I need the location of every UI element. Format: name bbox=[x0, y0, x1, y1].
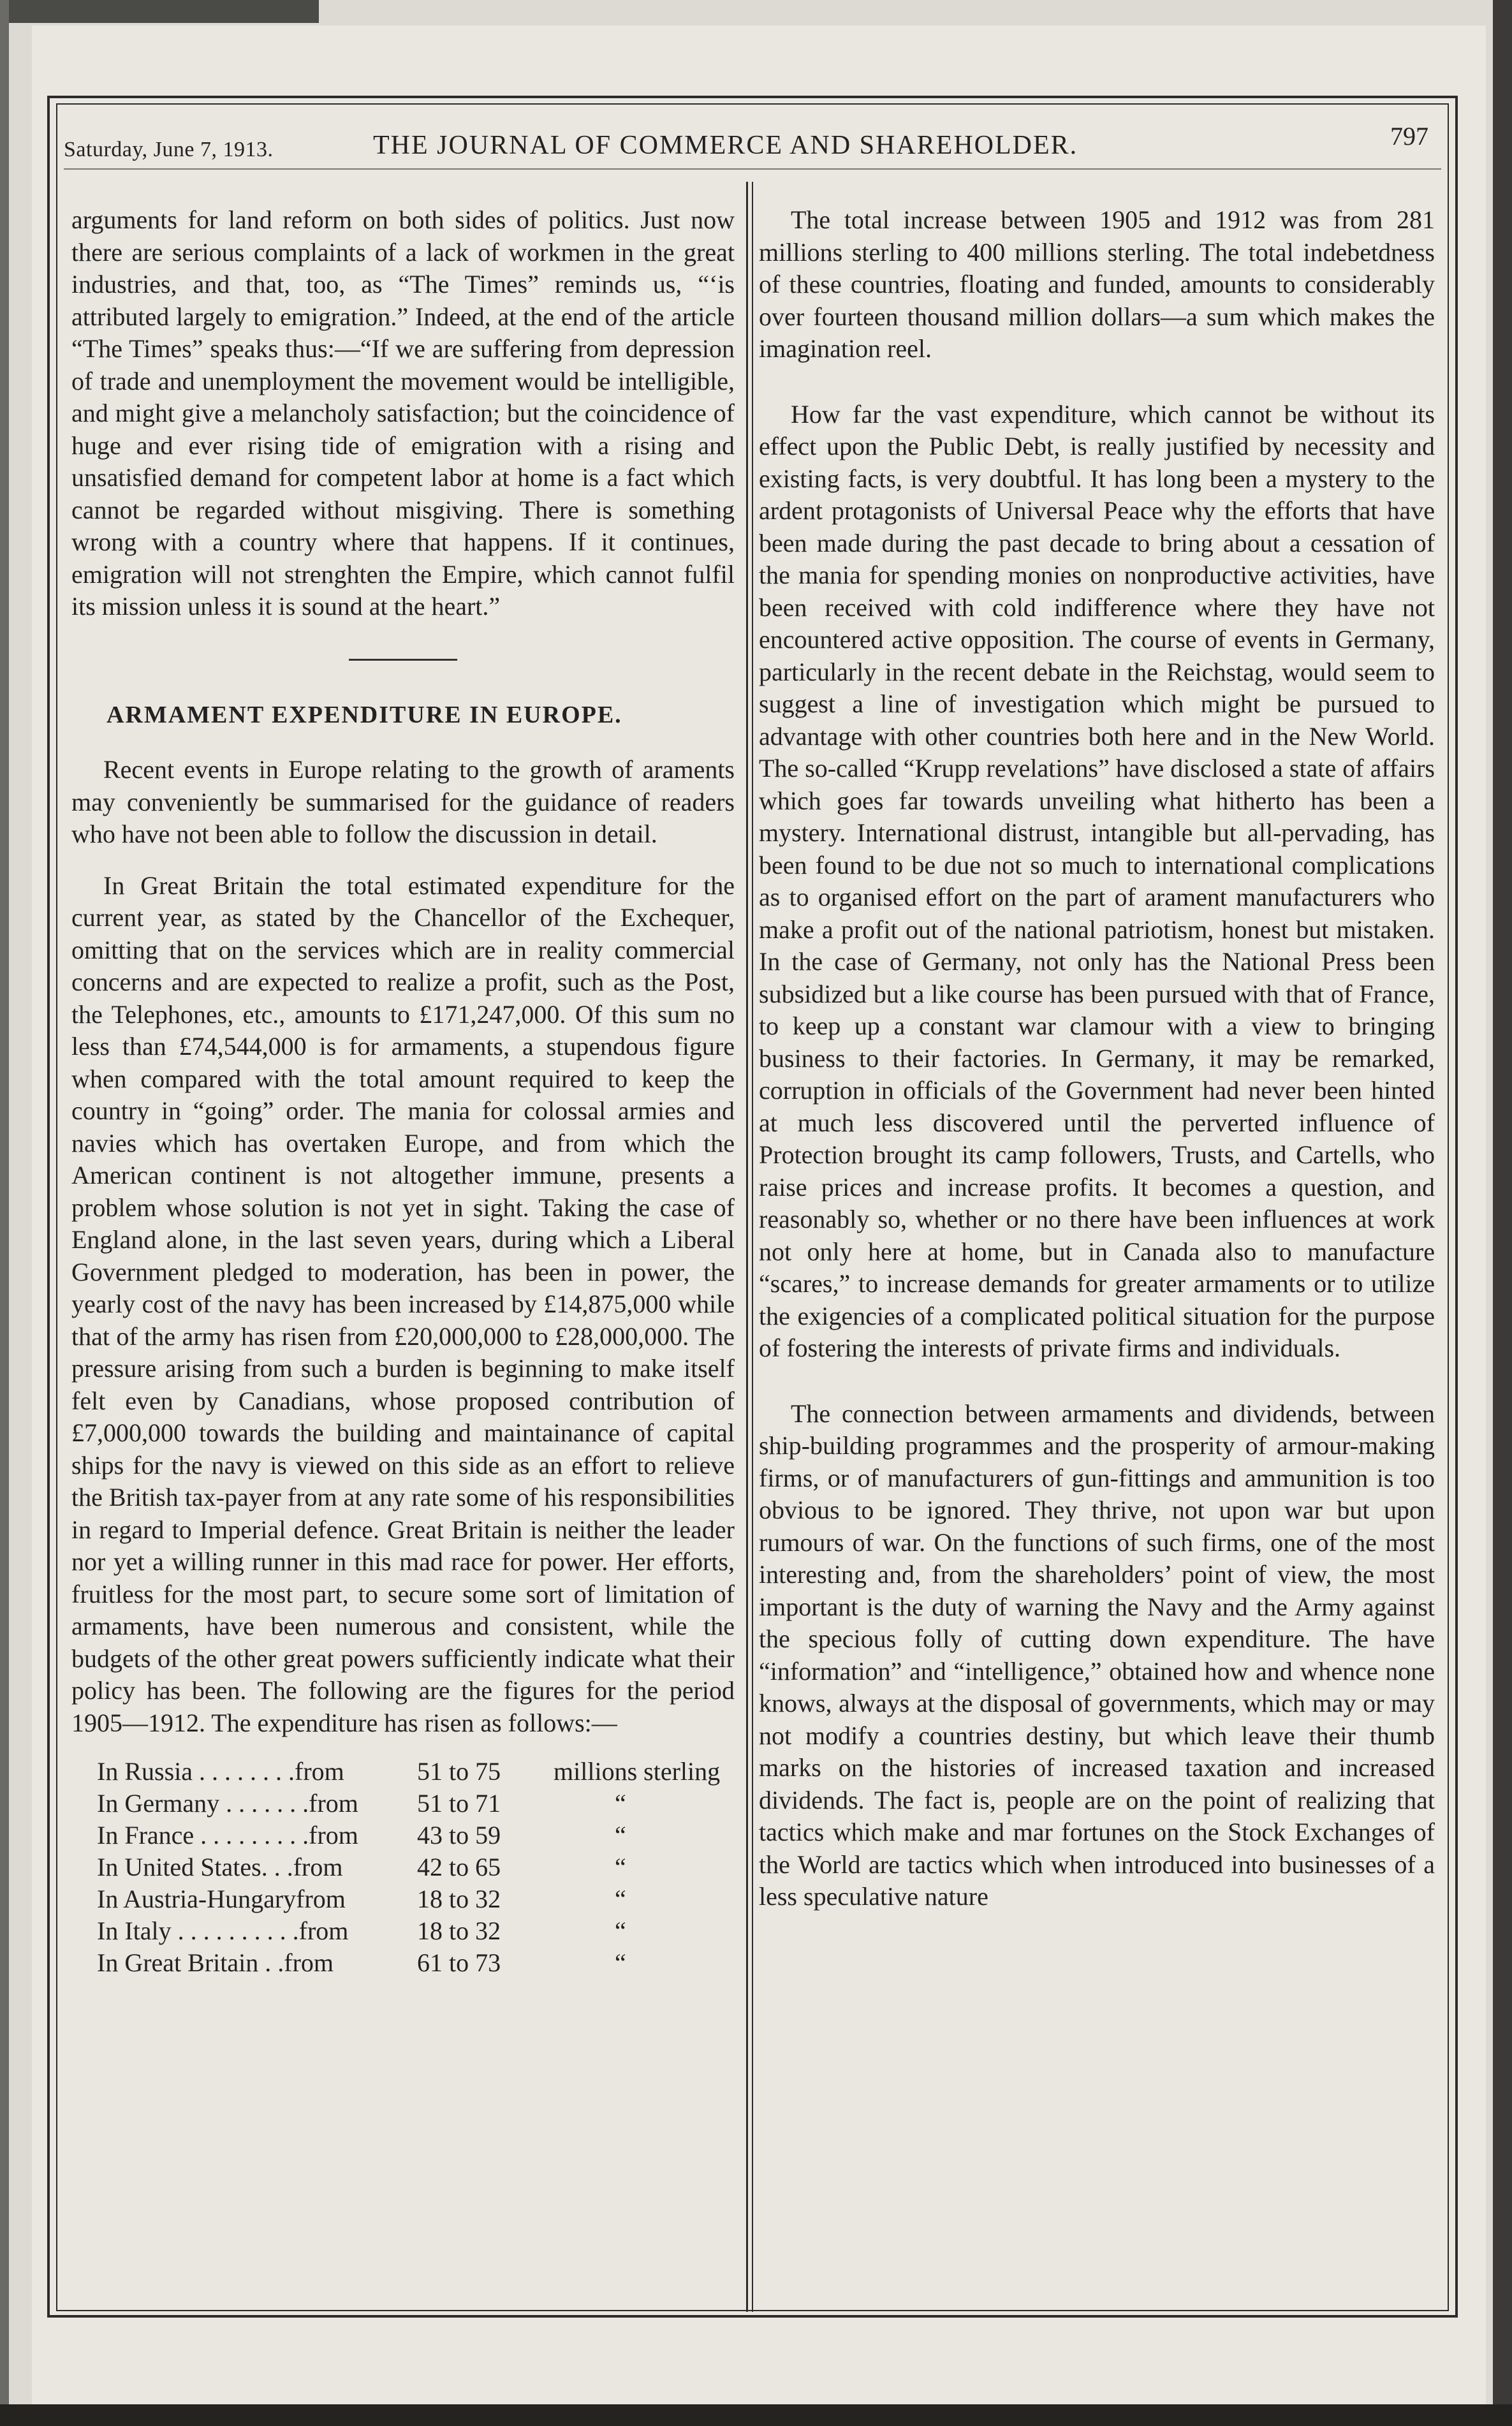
unit-cell: millions sterling bbox=[554, 1757, 721, 1786]
country-cell: In Great Britain . .from bbox=[97, 1948, 334, 1977]
right-paragraph-1: The total increase between 1905 and 1912 was from 281 millions sterling to 400 millions sterling. The total indebetdness of these countries, floating and funded, amounts to considerably over fourteen thousand million dollars—a sum which makes the imagination reel. bbox=[759, 205, 1435, 363]
country-cell: In France . . . . . . . . .from bbox=[97, 1821, 358, 1849]
section-divider bbox=[349, 659, 457, 661]
left-paragraph-3: In Great Britain the total estimated expenditure for the current year, as stated by the Chancellor of the Exchequer, omitting that on the services which are in reality commercial concerns and are expected to realize a profit, such as the Post, the Telephones, etc., amounts to £171,247,000. Of this sum no less than £74,544,000 is for armaments, a stupendous figure when compared with the total amount required to keep the country in “going” order. The mania for colossal armies and navies which has overtaken Europe, and from which the American continent is not altogether immune, presents a problem whose solution is not yet in sight. Taking the case of England alone, in the last seven years, during which a Liberal Government pledged to moderation, has been in power, the yearly cost of the navy has been increased by £14,875,000 while that of the army has risen from £20,000,000 to £28,000,000. The pressure arising from such a burden is beginning to make itself felt even by Canadians, whose proposed contribution of £7,000,000 towards the building and maintainance of capital ships for the navy is viewed on this side as an effort to relieve the British tax-payer from at any rate some of his responsibilities in regard to Imperial defence. Great Britain is neither the leader nor yet a willing runner in this mad race for power. Her efforts, fruitless for the most part, to secure some sort of limitation of armaments, have been numerous and consistent, while the budgets of the other great powers sufficiently indicate what their policy has been. The following are the figures for the period 1905—1912. The expenditure has risen as follows:— bbox=[71, 871, 735, 1737]
table-row bbox=[97, 1820, 720, 1851]
ditto-cell: “ bbox=[615, 1789, 626, 1818]
article-heading: ARMAMENT EXPENDITURE IN EUROPE. bbox=[106, 701, 622, 728]
table-row bbox=[97, 1788, 720, 1820]
country-cell: In Russia . . . . . . . .from bbox=[97, 1757, 344, 1786]
range-cell: 18 to 32 bbox=[417, 1885, 501, 1913]
country-cell: In Germany . . . . . . .from bbox=[97, 1789, 358, 1818]
table-row bbox=[97, 1851, 720, 1883]
ditto-cell: “ bbox=[615, 1821, 626, 1849]
column-divider bbox=[746, 182, 748, 2312]
issue-date: Saturday, June 7, 1913. bbox=[64, 138, 274, 161]
ditto-cell: “ bbox=[615, 1853, 626, 1881]
right-column bbox=[759, 204, 1435, 1913]
binding-edge bbox=[0, 0, 9, 2426]
binding-shadow bbox=[0, 0, 319, 23]
right-paragraph-3: The connection between armaments and dividends, between ship-building programmes and the prosperity of armour-making firms, or of manufacturers of gun-fittings and ammunition is too obvious to be ignored. They thrive, not upon war but upon rumours of war. On the functions of such firms, one of the most interesting and, from the shareholders’ point of view, the most important is the duty of warning the Navy and the Army against the specious folly of cutting down expenditure. The have “information” and “intelligence,” obtained how and whence none knows, always at the disposal of governments, which may or may not modify a countries destiny, but which leave their thumb marks on the histories of increased taxation and increased dividends. The fact is, people are on the point of realizing that tactics which make and mar fortunes on the Stock Exchanges of the World are tactics which when introduced into businesses of a less speculative nature bbox=[759, 1399, 1435, 1911]
range-cell: 61 to 73 bbox=[417, 1948, 501, 1977]
ditto-cell: “ bbox=[615, 1885, 626, 1913]
ditto-cell: “ bbox=[615, 1948, 626, 1977]
ditto-cell: “ bbox=[615, 1916, 626, 1945]
expenditure-table bbox=[97, 1756, 720, 1979]
spacer bbox=[759, 1365, 1435, 1398]
page-bottom-edge bbox=[0, 2404, 1512, 2426]
page-number: 797 bbox=[1390, 122, 1428, 151]
right-paragraph-2: How far the vast expenditure, which cannot be without its effect upon the Public Debt, is really justified by necessity and existing facts, is very doubtful. It has long been a mystery to the ardent protagonists of Universal Peace why the efforts that have been made during the past decade to bring about a cessation of the mania for spending monies on nonproductive activities, have been received with cold indifference where they have not encountered active opposition. The course of events in Germany, particularly in the recent debate in the Reichstag, would seem to suggest a line of investigation which might be pursued to advantage with other countries both here and in the New World. The so-called “Krupp revelations” have disclosed a state of affairs which goes far towards unveiling what hitherto has been a mystery. International distrust, intangible but all-pervading, has been found to be due not so much to international complications as to organised effort on the part of arament manufacturers who make a profit out of the national patriotism, honest but mistaken. In the case of Germany, not only has the National Press been subsidized but a like course has been pursued with that of France, to keep up a constant war clamour with a view to bringing business to their factories. In Germany, it may be remarked, corruption in officials of the Government had never been hinted at much less discovered until the perverted influence of Protection brought its camp followers, Trusts, and Cartells, who raise prices and increase profits. It becomes a question, and reasonably so, whether or no there have been influences at work not only here at home, but in Canada also to manufacture “scares,” to increase demands for greater armaments or to utilize the exigencies of a complicated political situation for the purpose of fostering the interests of private firms and individuals. bbox=[759, 399, 1435, 1362]
page-header bbox=[64, 121, 1441, 172]
range-cell: 18 to 32 bbox=[417, 1916, 501, 1945]
page-right-edge bbox=[1493, 0, 1512, 2426]
column-divider-inner bbox=[752, 182, 753, 2312]
range-cell: 43 to 59 bbox=[417, 1821, 501, 1849]
spacer bbox=[759, 365, 1435, 399]
range-cell: 42 to 65 bbox=[417, 1853, 501, 1881]
table-row bbox=[97, 1756, 720, 1788]
left-paragraph-1: arguments for land reform on both sides of politics. Just now there are serious complaints of a lack of workmen in the great industries, and that, too, as “The Times” reminds us, “‘is attributed largely to emigration.” Indeed, at the end of the article “The Times” speaks thus:—“If we are suffering from depression of trade and unemployment the movement would be intelligible, and might give a melancholy satisfaction; but the coincidence of huge and ever rising tide of emigration with a rising and unsatisfied demand for competent labor at home is a fact which cannot be regarded without misgiving. There is something wrong with a country where that happens. If it continues, emigration will not strenghten the Empire, which cannot fulfil its mission unless it is sound at the heart.” bbox=[71, 205, 735, 621]
left-paragraph-2: Recent events in Europe relating to the growth of araments may conveniently be summarised for the guidance of readers who have not been able to follow the discussion in detail. bbox=[71, 755, 735, 848]
left-column bbox=[71, 204, 735, 1979]
country-cell: In United States. . .from bbox=[97, 1853, 343, 1881]
table-row bbox=[97, 1947, 720, 1979]
spacer bbox=[71, 851, 735, 870]
country-cell: In Austria-Hungaryfrom bbox=[97, 1885, 346, 1913]
range-cell: 51 to 75 bbox=[417, 1757, 501, 1786]
range-cell: 51 to 71 bbox=[417, 1789, 501, 1818]
header-rule bbox=[64, 168, 1441, 170]
journal-title: THE JOURNAL OF COMMERCE AND SHAREHOLDER. bbox=[373, 131, 1078, 160]
table-row bbox=[97, 1883, 720, 1915]
country-cell: In Italy . . . . . . . . . .from bbox=[97, 1916, 349, 1945]
table-row bbox=[97, 1915, 720, 1947]
